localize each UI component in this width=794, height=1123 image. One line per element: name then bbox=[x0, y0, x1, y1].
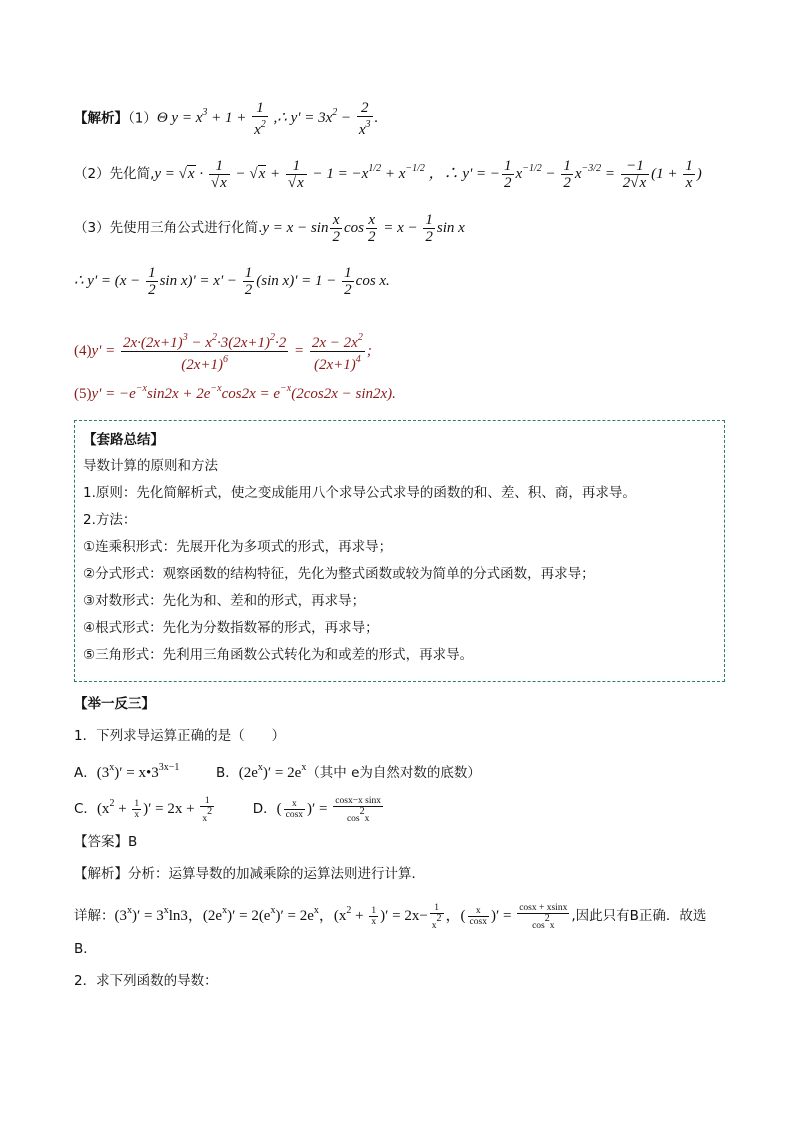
option-d-formula: ( $\frac{x}{\cos x}$ )′ = $\frac{\text{cosx−x sinx}}{\cos 2x}$ bbox=[276, 795, 382, 824]
summary-subtitle: 导数计算的原则和方法 bbox=[83, 458, 218, 474]
formula-3: y = x − sin $\frac{x}{2}$ cos $\frac{x}{2}$ = x − $\frac{1}{2}$ sin x bbox=[262, 212, 465, 245]
detail-line bbox=[74, 902, 706, 931]
analysis-line-3 bbox=[74, 212, 465, 245]
analysis-line-6 bbox=[74, 380, 396, 403]
analysis-line-2 bbox=[74, 158, 702, 191]
summary-principle: 1.原则：先化简解析式，使之变成能用八个求导公式求导的函数的和、差、积、商，再求导。 bbox=[83, 485, 636, 501]
summary-method-3: ③对数形式：先化为和、差和的形式，再求导； bbox=[83, 593, 366, 609]
option-a-formula: $(3^x)'$ = $x•3^{3x-1}$ bbox=[96, 762, 180, 781]
options-row-ab bbox=[74, 759, 481, 782]
question-2: 2．求下列函数的导数： bbox=[74, 973, 218, 989]
option-b-formula: $(2e^x)' = 2e^x$ bbox=[238, 762, 307, 781]
analysis-line-1 bbox=[74, 100, 378, 138]
formula-4: ∴ y' = (x − $\frac{1}{2}$ sin x)' = x' − $\frac{1}{2}$ (sin x)' = 1 − $\frac{1}{2}$ cos x. bbox=[74, 265, 390, 298]
option-c-label: C． bbox=[74, 801, 97, 817]
detail-label: 详解： bbox=[74, 908, 115, 924]
option-c-formula: ($x^2$ + $\frac{1}{x}$ )′ = 2x + $\frac{1}{x2}$ bbox=[96, 795, 213, 824]
option-b-label: B． bbox=[215, 765, 239, 781]
practice-analysis: 【解析】分析：运算导数的加减乘除的运算法则进行计算． bbox=[74, 866, 425, 882]
analysis-line-4 bbox=[74, 265, 390, 298]
formula-2: y = √x · $\frac{1}{√x}$ − √x + $\frac{1}{√x}$ − $1 = -x^{1/2} + x^{-1/2}$ ，∴ y' = − $\frac{1}{2}$ $x^{-1/2}$ − $\frac{1}{2}$ $x^{-3/2}$ = $\frac{-1}{2√x}$ (1 + $\frac{1}{x}$ ) bbox=[154, 158, 702, 191]
practice-title: 【举一反三】 bbox=[74, 696, 155, 712]
detail-formula: $(3^x)' = 3^x\ln 3$，$(2e^x)' = 2(e^x)' = 2e^x$，($x^2$ + $\frac{1}{x}$ )′ = 2x− $\frac{1}{x2}$ ，( $\frac{x}{\cos x}$ )′ = $\frac{\cos x + xsinx}{\cos 2x}$ bbox=[114, 902, 568, 931]
option-d-label: D． bbox=[252, 801, 277, 817]
options-row-cd bbox=[74, 795, 385, 824]
summary-method-1: ①连乘积形式：先展开化为多项式的形式，再求导； bbox=[83, 539, 393, 555]
part-4-prefix: (4) bbox=[74, 342, 92, 359]
detail-tail: ,因此只有B正确．故选 bbox=[571, 908, 707, 924]
summary-box bbox=[74, 420, 725, 682]
option-a-label: A． bbox=[74, 765, 97, 781]
part-2-prefix: （2）先化简, bbox=[74, 165, 155, 182]
part-3-prefix: （3）先使用三角公式进行化简. bbox=[74, 219, 263, 236]
question-1: 1．下列求导运算正确的是（ ） bbox=[74, 728, 286, 744]
summary-method-title: 2.方法： bbox=[83, 512, 137, 528]
part-1-prefix: （1） bbox=[128, 110, 157, 127]
option-b-note: （其中 e为自然对数的底数） bbox=[306, 765, 481, 781]
analysis-label: 【解析】 bbox=[74, 110, 128, 127]
analysis-line-5 bbox=[74, 330, 372, 373]
detail-end: B． bbox=[74, 941, 97, 957]
summary-method-2: ②分式形式：观察函数的结构特征，先化为整式函数或较为简单的分式函数，再求导； bbox=[83, 566, 595, 582]
formula-5: y' = $\frac{2x\cdot(2x+1)^3 - x^2\cdot 3(2x+1)^2\cdot 2}{(2x+1)^6}$ = $\frac{2x - 2x^2}{(2x+1)^4}$ ; bbox=[91, 332, 372, 373]
part-5-prefix: (5) bbox=[74, 386, 92, 402]
summary-method-4: ④根式形式：先化为分数指数幂的形式，再求导； bbox=[83, 620, 379, 636]
formula-1: Θ $y = x^3 + 1$ + $\frac{1}{x^2}$ ,∴ $y' = 3x^2$ − $\frac{2}{x^3}$ . bbox=[156, 100, 379, 138]
formula-6: $y' = -e^{-x}\sin 2x + 2e^{-x}\cos 2x = e^{-x}(2\cos 2x - \sin 2x)$. bbox=[91, 383, 396, 402]
answer: 【答案】B bbox=[74, 834, 138, 850]
summary-title: 【套路总结】 bbox=[83, 432, 164, 448]
summary-method-5: ⑤三角形式：先利用三角函数公式转化为和或差的形式，再求导。 bbox=[83, 647, 474, 663]
